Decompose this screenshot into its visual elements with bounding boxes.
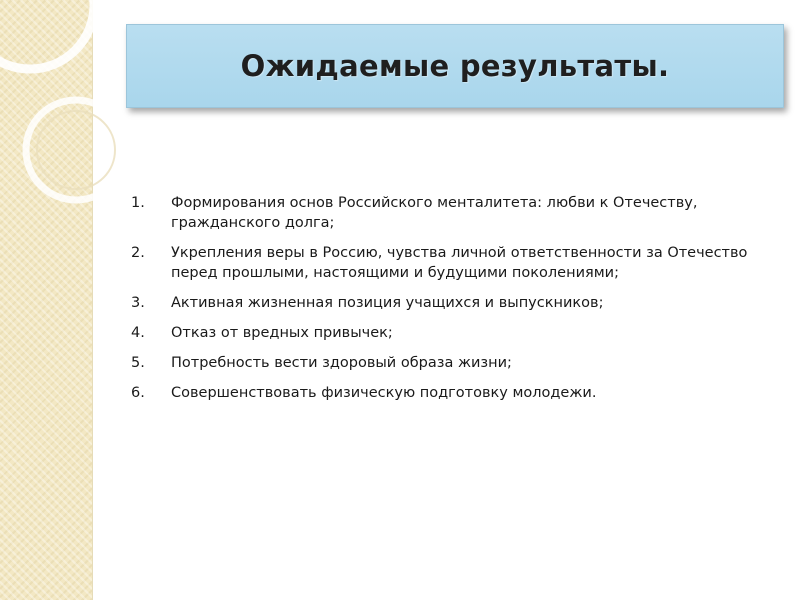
list-item-number: 4. <box>131 325 145 341</box>
list-item <box>131 193 771 233</box>
side-panel-divider <box>92 0 93 600</box>
list-item <box>131 323 771 343</box>
title-bar <box>126 24 784 108</box>
list-item-text: Формирования основ Российского менталитета: любви к Отечеству, гражданского долга; <box>171 195 698 231</box>
decorative-side-panel <box>0 0 92 600</box>
results-list <box>131 193 771 413</box>
list-item <box>131 383 771 403</box>
slide-title: Ожидаемые результаты. <box>240 49 670 83</box>
list-item-number: 1. <box>131 195 145 211</box>
list-item <box>131 243 771 283</box>
list-item-text: Активная жизненная позиция учащихся и выпускников; <box>171 295 604 311</box>
list-item-number: 5. <box>131 355 145 371</box>
list-item-text: Укрепления веры в Россию, чувства личной ответственности за Отечество перед прошлыми, настоящими и будущими поколениями; <box>171 245 748 281</box>
list-item-text: Отказ от вредных привычек; <box>171 325 393 341</box>
list-item-text: Совершенствовать физическую подготовку молодежи. <box>171 385 597 401</box>
list-item <box>131 353 771 373</box>
list-item-number: 2. <box>131 245 145 261</box>
list-item-number: 3. <box>131 295 145 311</box>
list-item-text: Потребность вести здоровый образа жизни; <box>171 355 512 371</box>
list-item-number: 6. <box>131 385 145 401</box>
list-item <box>131 293 771 313</box>
